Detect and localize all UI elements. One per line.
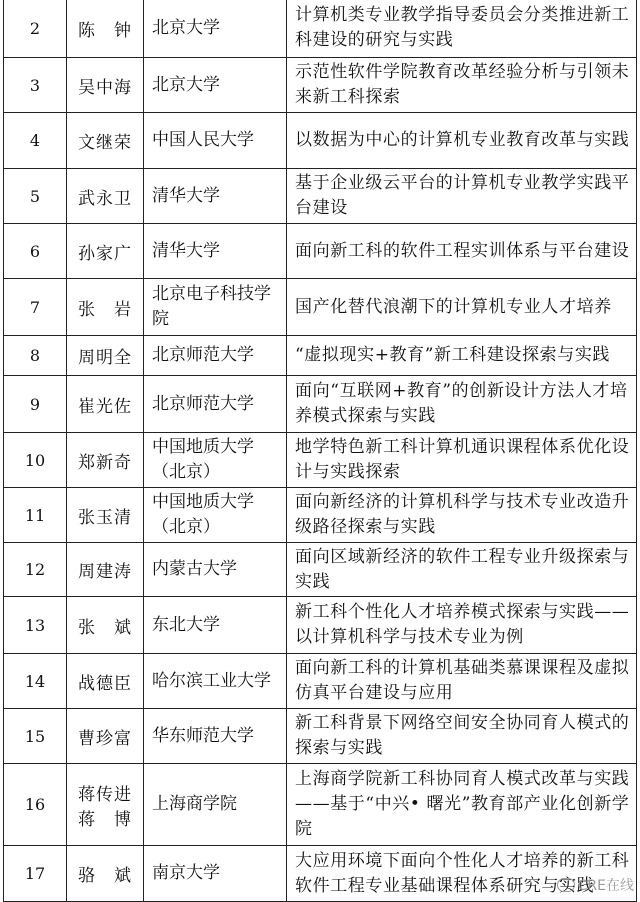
university: 北京师范大学 [144,376,287,433]
person-name: 崔光佐 [67,376,144,433]
project-title: 示范性软件学院教育改革经验分析与引领未来新工科探索 [287,58,637,113]
table-row [4,376,637,433]
person-name: 张 岩 [67,279,144,336]
row-number: 15 [4,709,67,764]
university: 南京大学 [144,846,287,902]
project-title: 上海商学院新工科协同育人模式改革与实践——基于“中兴• 曙光”教育部产业化创新学院 [287,764,637,846]
table-row [4,279,637,336]
table-row [4,764,637,846]
row-number: 4 [4,113,67,169]
row-number: 7 [4,279,67,336]
person-name: 陈 钟 [67,0,144,58]
project-title: 计算机类专业教学指导委员会分类推进新工科建设的研究与实践 [287,0,637,58]
university: 华东师范大学 [144,709,287,764]
project-title: 面向“互联网+教育”的创新设计方法人才培养模式探索与实践 [287,376,637,433]
table-row [4,846,637,902]
row-number: 6 [4,224,67,279]
row-number: 9 [4,376,67,433]
table-row [4,169,637,224]
table-row [4,709,637,764]
row-number: 2 [4,0,67,58]
person-name: 孙家广 [67,224,144,279]
table-row [4,113,637,169]
project-table [3,0,637,902]
project-title: 面向新经济的计算机科学与技术专业改造升级路径探索与实践 [287,488,637,543]
project-title: 新工科个性化人才培养模式探索与实践——以计算机科学与技术专业为例 [287,597,637,654]
row-number: 13 [4,597,67,654]
row-number: 10 [4,433,67,488]
university: 清华大学 [144,169,287,224]
project-title: 以数据为中心的计算机专业教育改革与实践 [287,113,637,169]
table-row [4,488,637,543]
project-title: 面向新工科的软件工程实训体系与平台建设 [287,224,637,279]
person-name: 蒋传进 蒋 博 [67,764,144,846]
table-row [4,0,637,58]
university: 东北大学 [144,597,287,654]
row-number: 12 [4,543,67,597]
university: 中国地质大学（北京） [144,488,287,543]
person-name: 文继荣 [67,113,144,169]
person-name: 骆 斌 [67,846,144,902]
project-title: “虚拟现实+教育”新工科建设探索与实践 [287,336,637,376]
person-name: 郑新奇 [67,433,144,488]
person-name: 周明全 [67,336,144,376]
row-number: 16 [4,764,67,846]
person-name: 张玉清 [67,488,144,543]
university: 北京大学 [144,58,287,113]
watermark [557,875,634,895]
university: 哈尔滨工业大学 [144,654,287,709]
table-row [4,336,637,376]
row-number: 5 [4,169,67,224]
person-name: 张 斌 [67,597,144,654]
university: 中国地质大学（北京） [144,433,287,488]
project-title: 基于企业级云平台的计算机专业教学实践平台建设 [287,169,637,224]
row-number: 8 [4,336,67,376]
table-row [4,654,637,709]
table-row [4,597,637,654]
university: 北京电子科技学院 [144,279,287,336]
row-number: 11 [4,488,67,543]
table-row [4,224,637,279]
person-name: 战德臣 [67,654,144,709]
project-title: 面向新工科的计算机基础类慕课课程及虚拟仿真平台建设与应用 [287,654,637,709]
project-title: 新工科背景下网络空间安全协同育人模式的探索与实践 [287,709,637,764]
watermark-text: CRE在线 [577,878,634,894]
row-number: 14 [4,654,67,709]
project-title: 大应用环境下面向个性化人才培养的新工科软件工程专业基础课程体系研究与实践 [287,846,637,902]
university: 北京大学 [144,0,287,58]
table-row [4,433,637,488]
university: 清华大学 [144,224,287,279]
chat-bubble-icon [557,878,575,892]
person-name: 周建涛 [67,543,144,597]
row-number: 17 [4,846,67,902]
university: 北京师范大学 [144,336,287,376]
project-title: 国产化替代浪潮下的计算机专业人才培养 [287,279,637,336]
table-row [4,543,637,597]
row-number: 3 [4,58,67,113]
project-title: 地学特色新工科计算机通识课程体系优化设计与实践探索 [287,433,637,488]
person-name: 曹珍富 [67,709,144,764]
table-row [4,58,637,113]
person-name: 吴中海 [67,58,144,113]
person-name: 武永卫 [67,169,144,224]
project-title: 面向区域新经济的软件工程专业升级探索与实践 [287,543,637,597]
university: 内蒙古大学 [144,543,287,597]
university: 上海商学院 [144,764,287,846]
university: 中国人民大学 [144,113,287,169]
